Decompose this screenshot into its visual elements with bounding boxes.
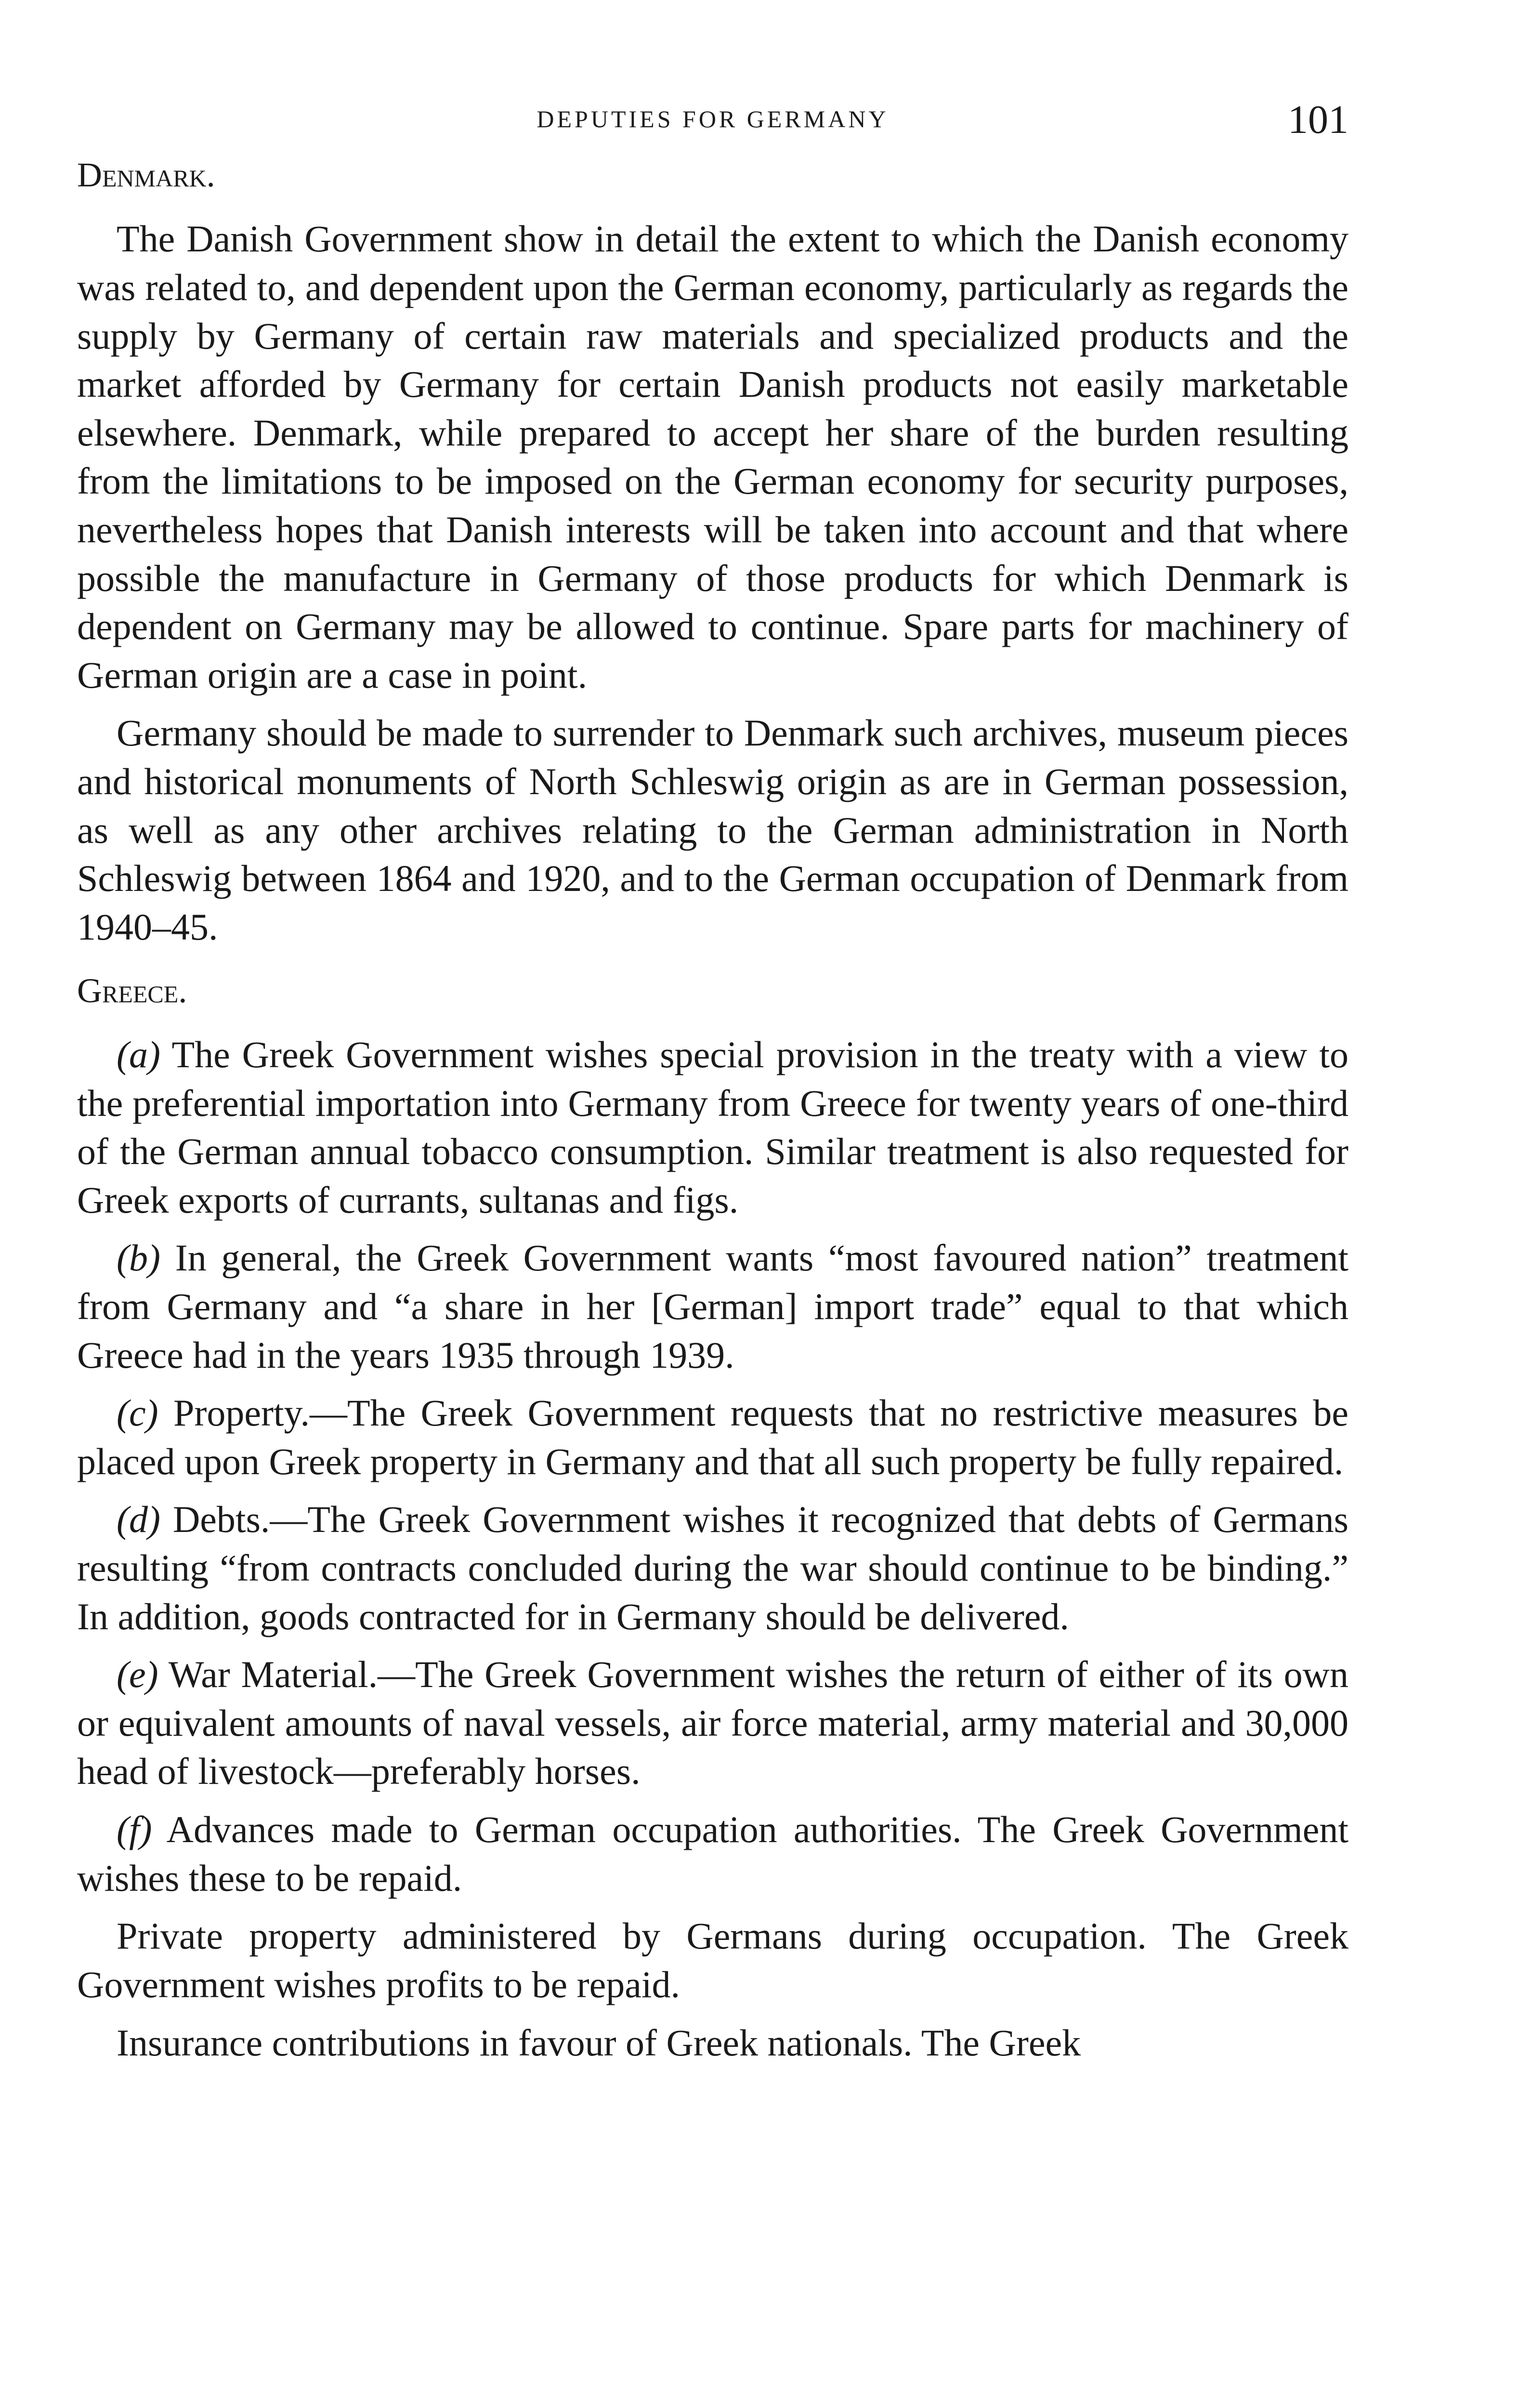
paragraph-text: Insurance contributions in favour of Greek nationals. The Greek <box>117 2021 1081 2064</box>
paragraph <box>77 1234 1348 1379</box>
paragraph-text: Private property administered by Germans during occupation. The Greek Government wishes profits to be repaid. <box>77 1915 1348 2005</box>
paragraph <box>77 1806 1348 1902</box>
page-number: 101 <box>1288 97 1348 142</box>
paragraph-label: (a) <box>117 1033 160 1075</box>
paragraph-text: Debts.—The Greek Government wishes it recognized that debts of Germans resulting “from contracts concluded during the war should continue to be binding.” In addition, goods contracted for in Germany should be delivered. <box>77 1498 1349 1637</box>
paragraph-text: Germany should be made to surrender to Denmark such archives, museum pieces and historical monuments of North Schleswig origin as are in German possession, as well as any other archives relating to the German administration in North Schleswig between 1864 and 1920, and to the German occupation of Denmark from 1940–45. <box>77 712 1348 948</box>
paragraph <box>77 1912 1348 2009</box>
paragraph-text: Advances made to German occupation authorities. The Greek Government wishes these to be repaid. <box>77 1808 1348 1899</box>
paragraph-text: The Danish Government show in detail the extent to which the Danish economy was related to, and dependent upon the German economy, particularly as regards the supply by Germany of certain raw materials and specialized products and the market afforded by Germany for certain Danish products not easily marketable elsewhere. Denmark, while prepared to accept her share of the burden resulting from the limitations to be imposed on the German economy for security purposes, nevertheless hopes that Danish interests will be taken into account and that where possible the manufacture in Germany of those products for which Denmark is dependent on Germany may be allowed to continue. Spare parts for machinery of German origin are a case in point. <box>77 218 1348 696</box>
paragraph <box>77 1650 1348 1796</box>
paragraph <box>77 709 1348 951</box>
paragraph <box>77 1389 1348 1486</box>
paragraph <box>77 215 1348 699</box>
paragraph-text: Property.—The Greek Government requests that no restrictive measures be placed upon Greek property in Germany and that all such property be fully repaired. <box>77 1392 1348 1482</box>
paragraph <box>77 1495 1348 1641</box>
document-page <box>77 96 1348 2077</box>
section-heading-denmark: Denmark. <box>77 156 215 194</box>
running-head <box>77 96 1348 144</box>
paragraph-label: (e) <box>117 1653 158 1696</box>
running-title: DEPUTIES FOR GERMANY <box>537 105 889 132</box>
paragraph-text: In general, the Greek Government wants “most favoured nation” treatment from Germany and “a share in her [German] import trade” equal to that which Greece had in the years 1935 through 1939. <box>77 1237 1348 1376</box>
paragraph-label: (c) <box>117 1392 158 1434</box>
paragraph <box>77 2019 1348 2068</box>
paragraph-label: (f) <box>117 1808 152 1851</box>
paragraph <box>77 1031 1348 1224</box>
paragraph-text: War Material.—The Greek Government wishes the return of either of its own or equivalent amounts of naval vessels, air force material, army material and 30,000 head of livestock—preferably horses. <box>77 1653 1348 1793</box>
paragraph-text: The Greek Government wishes special provision in the treaty with a view to the preferential importation into Germany from Greece for twenty years of one-third of the German annual tobacco consumption. Similar treatment is also requested for Greek exports of currants, sultanas and figs. <box>77 1033 1349 1221</box>
paragraph-label: (b) <box>117 1237 160 1279</box>
section-heading-greece: Greece. <box>77 971 187 1010</box>
paragraph-label: (d) <box>117 1498 160 1541</box>
